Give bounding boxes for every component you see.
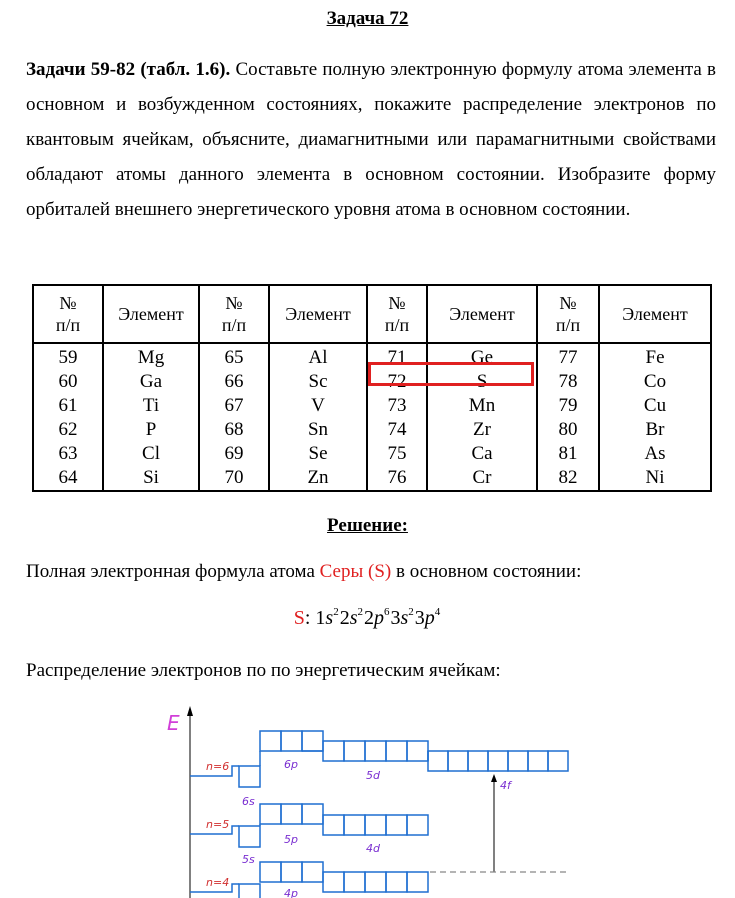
label-5d: 5d: [366, 769, 380, 782]
cell-element: Ni: [599, 466, 711, 491]
label-5p: 5p: [284, 833, 298, 846]
cell-number: 73: [367, 394, 427, 418]
cells-4f-cell: [548, 751, 568, 771]
cell-number: 62: [33, 418, 103, 442]
header-num-abbr: п/п: [384, 315, 410, 335]
cell-number: 60: [33, 370, 103, 394]
header-num-abbr: п/п: [221, 315, 247, 335]
cells-6s-cell: [239, 766, 260, 787]
cell-element: Ti: [103, 394, 199, 418]
cell-element: Br: [599, 418, 711, 442]
term-l: p: [373, 607, 384, 629]
cell-number: 61: [33, 394, 103, 418]
cells-4f-cell: [428, 751, 448, 771]
cell-element: Zn: [269, 466, 367, 491]
header-num-abbr: п/п: [55, 315, 81, 335]
cells-4d-cell: [323, 815, 344, 835]
cell-number: 78: [537, 370, 599, 394]
cell-number: 75: [367, 442, 427, 466]
element-name: Серы (S): [319, 561, 392, 582]
cell-number: 66: [199, 370, 269, 394]
cell-number: 77: [537, 343, 599, 370]
term-l: s: [400, 607, 409, 629]
cells-5d-cell: [386, 741, 407, 761]
cell-element: Cl: [103, 442, 199, 466]
cell-number: 68: [199, 418, 269, 442]
label-4f: 4f: [500, 779, 511, 792]
term-e: 2: [357, 606, 363, 618]
cells-4d-cell: [386, 815, 407, 835]
cell-element: Ca: [427, 442, 537, 466]
cell-element: Fe: [599, 343, 711, 370]
cells-3d-cell: [386, 872, 407, 892]
label-6s: 6s: [242, 795, 255, 808]
cells-4f-cell: [468, 751, 488, 771]
cell-element: Co: [599, 370, 711, 394]
header-element: Элемент: [599, 285, 711, 343]
cell-number: 81: [537, 442, 599, 466]
cells-5p-cell: [281, 804, 302, 824]
cell-number: 67: [199, 394, 269, 418]
page-title: Задача 72: [326, 8, 409, 29]
cell-element: P: [103, 418, 199, 442]
cell-element: Mg: [103, 343, 199, 370]
cell-element: Zr: [427, 418, 537, 442]
label-4d: 4d: [366, 842, 380, 855]
term-e: 2: [333, 606, 339, 618]
cells-5s-cell: [239, 826, 260, 847]
cells-3d-cell: [344, 872, 365, 892]
header-num-symbol: №: [559, 293, 577, 313]
term-l: s: [349, 607, 358, 629]
cells-5p-cell: [302, 804, 323, 824]
cell-element: Sn: [269, 418, 367, 442]
cell-number: 71: [367, 343, 427, 370]
cell-element: Se: [269, 442, 367, 466]
formula-colon: :: [304, 607, 316, 629]
cell-element: Ga: [103, 370, 199, 394]
cell-number: 63: [33, 442, 103, 466]
label-6p: 6p: [284, 758, 298, 771]
term-n: 3: [390, 607, 401, 629]
cells-4f-cell: [508, 751, 528, 771]
cells-5d-cell: [365, 741, 386, 761]
header-num-abbr: п/п: [555, 315, 581, 335]
header-num-symbol: №: [59, 293, 77, 313]
cells-4d-cell: [365, 815, 386, 835]
header-element: Элемент: [427, 285, 537, 343]
term-e: 2: [408, 606, 414, 618]
cells-5d-cell: [344, 741, 365, 761]
term-l: s: [325, 607, 334, 629]
level-label-n5: n=5: [206, 818, 230, 831]
cells-4d-cell: [344, 815, 365, 835]
cells-4s-cell: [239, 884, 260, 898]
cell-number: 64: [33, 466, 103, 491]
cells-4f-cell: [448, 751, 468, 771]
label-5s: 5s: [242, 853, 255, 866]
cells-4f-cell: [488, 751, 508, 771]
cells-5p-cell: [260, 804, 281, 824]
cells-6p-cell: [281, 731, 302, 751]
term-n: 3: [414, 607, 425, 629]
task-prefix: Задачи 59-82 (табл. 1.6).: [26, 59, 231, 80]
cell-number: 69: [199, 442, 269, 466]
label-4p: 4p: [284, 887, 298, 898]
cell-number: 82: [537, 466, 599, 491]
term-e: 4: [434, 606, 441, 618]
header-num-symbol: №: [388, 293, 406, 313]
term-n: 2: [339, 607, 350, 629]
axis-arrow-icon: [187, 706, 193, 716]
cells-4p-cell: [302, 862, 323, 882]
intro-before: Полная электронная формула атома: [26, 561, 320, 582]
cells-5d-cell: [407, 741, 428, 761]
cells-4p-cell: [281, 862, 302, 882]
cells-3d-cell: [407, 872, 428, 892]
term-n: 2: [363, 607, 374, 629]
cells-6p-cell: [260, 731, 281, 751]
term-n: 1: [315, 607, 326, 629]
cell-element: Mn: [427, 394, 537, 418]
cell-number: 65: [199, 343, 269, 370]
level-label-n6: n=6: [206, 760, 230, 773]
cell-element: V: [269, 394, 367, 418]
distribution-intro: Распределение электронов по по энергетическим ячейкам:: [26, 660, 501, 681]
cells-6p-cell: [302, 731, 323, 751]
cell-element: Sc: [269, 370, 367, 394]
cell-number: 76: [367, 466, 427, 491]
cells-4f-cell: [528, 751, 548, 771]
cell-element: S: [427, 370, 537, 394]
cell-number: 59: [33, 343, 103, 370]
formula-symbol: S: [293, 607, 305, 629]
cell-element: Cu: [599, 394, 711, 418]
solution-title: Решение:: [327, 515, 408, 536]
cells-3d-cell: [323, 872, 344, 892]
cell-element: Al: [269, 343, 367, 370]
header-element: Элемент: [103, 285, 199, 343]
cell-number: 74: [367, 418, 427, 442]
cells-5d-cell: [323, 741, 344, 761]
cell-element: Si: [103, 466, 199, 491]
cells-4p-cell: [260, 862, 281, 882]
level-label-n4: n=4: [206, 876, 230, 889]
arrow-up-icon: [491, 774, 497, 782]
header-num-symbol: №: [225, 293, 243, 313]
cell-number: 70: [199, 466, 269, 491]
cell-number: 72: [367, 370, 427, 394]
cell-element: Ge: [427, 343, 537, 370]
cell-element: As: [599, 442, 711, 466]
term-e: 6: [383, 606, 390, 618]
cells-3d-cell: [365, 872, 386, 892]
term-l: p: [424, 607, 435, 629]
intro-after: в основном состоянии:: [391, 561, 582, 582]
cell-element: Cr: [427, 466, 537, 491]
cell-number: 80: [537, 418, 599, 442]
cell-number: 79: [537, 394, 599, 418]
cells-4d-cell: [407, 815, 428, 835]
task-text: Составьте полную электронную формулу атома элемента в основном и возбужденном состояниях, покажите распределение электронов по квантовым ячейкам, объясните, диамагнитными или парамагнитными свойствами обладают атомы данного элемента в основном состоянии. Изобразите форму орбиталей внешнего энергетического уровня атома в основном состоянии.: [26, 59, 716, 220]
axis-label: E: [167, 711, 180, 735]
header-element: Элемент: [269, 285, 367, 343]
